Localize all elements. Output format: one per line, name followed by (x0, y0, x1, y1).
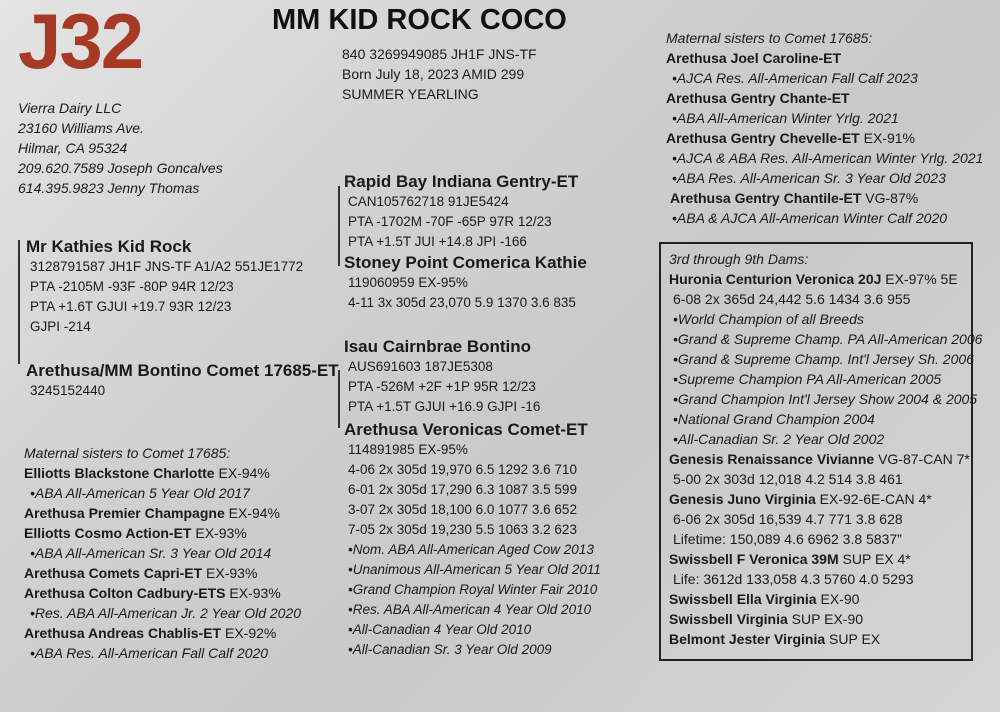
sister-entry (24, 583, 301, 603)
dam-entry-award: •National Grand Champion 2004 (673, 411, 875, 427)
sire-sire-line: PTA +1.5T JUI +14.8 JPI -166 (348, 234, 527, 249)
dam-sire-line: AUS691603 187JE5308 (348, 359, 493, 374)
sister-entry (24, 523, 301, 543)
dam-entry (669, 549, 982, 569)
sisters-header: Maternal sisters to Comet 17685: (24, 445, 231, 461)
breeder-city: Hilmar, CA 95324 (18, 140, 128, 156)
breeder-farm: Vierra Dairy LLC (18, 100, 122, 116)
sister-name: Elliotts Cosmo Action-ET (24, 525, 192, 541)
dam-sire-name: Isau Cairnbrae Bontino (344, 337, 532, 356)
sire-dam-block (344, 253, 587, 313)
maternal-sisters-left (24, 443, 301, 663)
dam-dam-name: Arethusa Veronicas Comet-ET (344, 420, 588, 439)
dam-entry-award: •World Champion of all Breeds (673, 311, 864, 327)
sister-award: •ABA All-American 5 Year Old 2017 (30, 485, 250, 501)
sister-entry (24, 563, 301, 583)
sister-name: Arethusa Gentry Chevelle-ET (666, 130, 860, 146)
dam-entry-record: 6-08 2x 365d 24,442 5.6 1434 3.6 955 (673, 291, 911, 307)
lot-number: J32 (18, 0, 143, 85)
sister-score: EX-91% (859, 130, 915, 146)
sister-award: •AJCA Res. All-American Fall Calf 2023 (672, 70, 918, 86)
sister-name: Arethusa Joel Caroline-ET (666, 50, 842, 66)
sire-sire-line: PTA -1702M -70F -65P 97R 12/23 (348, 214, 552, 229)
dam-dam-line: 114891985 EX-95% (348, 442, 468, 457)
maternal-sisters-right (666, 28, 983, 228)
sire-dam-name: Stoney Point Comerica Kathie (344, 253, 587, 272)
sister-name: Arethusa Premier Champagne (24, 505, 225, 521)
dam-dam-award: •Nom. ABA All-American Aged Cow 2013 (348, 542, 594, 557)
sire-name: Mr Kathies Kid Rock (26, 237, 192, 256)
sister-score: VG-87% (861, 190, 919, 206)
sister-entry (24, 503, 301, 523)
sire-block (26, 237, 303, 337)
sister-score: EX-92% (221, 625, 277, 641)
dam-entry-award: •Grand & Supreme Champ. PA All-American 2006 (673, 331, 983, 347)
sister-entry (666, 88, 983, 108)
sister-name: Arethusa Colton Cadbury-ETS (24, 585, 226, 601)
dams-box-header: 3rd through 9th Dams: (669, 251, 809, 267)
dam-dam-block (344, 420, 601, 660)
sister-award: •AJCA & ABA Res. All-American Winter Yrlg. 2021 (672, 150, 984, 166)
dam-entry-name: Genesis Renaissance Vivianne (669, 451, 875, 467)
dam-entry-score: EX-92-6E-CAN 4* (815, 491, 932, 507)
dam-entry-name: Genesis Juno Virginia (669, 491, 816, 507)
sire-dam-line: 4-11 3x 305d 23,070 5.9 1370 3.6 835 (348, 295, 576, 310)
sister-entry (666, 48, 983, 68)
registration-line: 840 3269949085 JH1F JNS-TF (342, 46, 537, 62)
dam-entry-score: SUP EX 4* (838, 551, 911, 567)
dam-dam-record: 7-05 2x 305d 19,230 5.5 1063 3.2 623 (348, 522, 577, 537)
sister-award: •ABA Res. All-American Fall Calf 2020 (30, 645, 269, 661)
dam-dam-award: •Unanimous All-American 5 Year Old 2011 (348, 562, 601, 577)
animal-registration (342, 44, 537, 104)
sister-name: Arethusa Gentry Chantile-ET (670, 190, 862, 206)
birth-line: Born July 18, 2023 AMID 299 (342, 66, 525, 82)
dam-entry-name: Swissbell F Veronica 39M (669, 551, 839, 567)
dam-entry (669, 489, 982, 509)
dam-dam-award: •Grand Champion Royal Winter Fair 2010 (348, 582, 598, 597)
sister-name: Arethusa Gentry Chante-ET (666, 90, 850, 106)
dam-entry-award: •All-Canadian Sr. 2 Year Old 2002 (673, 431, 885, 447)
sister-entry (24, 463, 301, 483)
dam-dam-record: 6-01 2x 305d 17,290 6.3 1087 3.5 599 (348, 482, 577, 497)
dam-entry-score: EX-97% 5E (881, 271, 958, 287)
sire-line: 3128791587 JH1F JNS-TF A1/A2 551JE1772 (30, 259, 304, 274)
breeder-contact (18, 98, 223, 198)
dam-sire-line: PTA -526M +2F +1P 95R 12/23 (348, 379, 536, 394)
sister-score: EX-94% (224, 505, 280, 521)
dams-box (669, 249, 982, 649)
dam-entry-name: Swissbell Ella Virginia (669, 591, 817, 607)
sire-sire-block (344, 172, 578, 252)
dam-entry-award: •Supreme Champion PA All-American 2005 (673, 371, 942, 387)
sisters-header: Maternal sisters to Comet 17685: (666, 30, 873, 46)
animal-name: MM KID ROCK COCO (272, 4, 567, 36)
dam-entry-lifetime: Life: 3612d 133,058 4.3 5760 4.0 5293 (673, 571, 914, 587)
sister-entry (666, 128, 983, 148)
sister-name: Arethusa Comets Capri-ET (24, 565, 203, 581)
breeder-phone-1: 209.620.7589 Joseph Goncalves (18, 160, 223, 176)
sire-line: PTA -2105M -93F -80P 94R 12/23 (30, 279, 234, 294)
sister-score: EX-93% (191, 525, 247, 541)
dam-entry-score: EX-90 (816, 591, 860, 607)
dam-line: 3245152440 (30, 383, 106, 398)
dam-entry-award: •Grand & Supreme Champ. Int'l Jersey Sh. 2006 (673, 351, 974, 367)
sister-entry (666, 188, 983, 208)
sister-award: •Res. ABA All-American Jr. 2 Year Old 2020 (30, 605, 302, 621)
sister-award: •ABA All-American Sr. 3 Year Old 2014 (30, 545, 272, 561)
dam-entry (669, 269, 982, 289)
dam-dam-award: •All-Canadian Sr. 3 Year Old 2009 (348, 642, 552, 657)
breeder-address: 23160 Williams Ave. (18, 120, 144, 136)
dam-entry (669, 449, 982, 469)
dam-entry-score: VG-87-CAN 7* (874, 451, 970, 467)
breeder-phone-2: 614.395.9823 Jenny Thomas (18, 180, 200, 196)
class-line: SUMMER YEARLING (342, 86, 479, 102)
sister-award: •ABA & AJCA All-American Winter Calf 2020 (672, 210, 948, 226)
sister-name: Arethusa Andreas Chablis-ET (24, 625, 222, 641)
sister-entry (24, 623, 301, 643)
dam-entry-name: Huronia Centurion Veronica 20J (669, 271, 882, 287)
sister-score: EX-94% (214, 465, 270, 481)
sire-line: PTA +1.6T GJUI +19.7 93R 12/23 (30, 299, 232, 314)
pedigree-bracket-sire-sire (338, 186, 340, 266)
dam-entry-record: 6-06 2x 305d 16,539 4.7 771 3.8 628 (673, 511, 903, 527)
dam-sire-line: PTA +1.5T GJUI +16.9 GJPI -16 (348, 399, 541, 414)
dam-entry (669, 609, 982, 629)
sister-score: EX-93% (202, 565, 258, 581)
dam-entry (669, 629, 982, 649)
dam-name: Arethusa/MM Bontino Comet 17685-ET (26, 361, 339, 380)
dam-entry-award: •Grand Champion Int'l Jersey Show 2004 & 2005 (673, 391, 978, 407)
dam-entry-record: 5-00 2x 303d 12,018 4.2 514 3.8 461 (673, 471, 903, 487)
dam-entry-name: Belmont Jester Virginia (669, 631, 826, 647)
sire-sire-name: Rapid Bay Indiana Gentry-ET (344, 172, 579, 191)
sister-award: •ABA All-American Winter Yrlg. 2021 (672, 110, 899, 126)
dam-dam-award: •All-Canadian 4 Year Old 2010 (348, 622, 532, 637)
sister-score: EX-93% (225, 585, 281, 601)
dam-entry-score: SUP EX (825, 631, 881, 647)
dam-entry-score: SUP EX-90 (787, 611, 864, 627)
dam-dam-record: 4-06 2x 305d 19,970 6.5 1292 3.6 710 (348, 462, 577, 477)
dam-block (26, 361, 339, 401)
pedigree-bracket-sire (18, 240, 20, 364)
dam-entry (669, 589, 982, 609)
sire-sire-line: CAN105762718 91JE5424 (348, 194, 509, 209)
dam-entry-lifetime: Lifetime: 150,089 4.6 6962 3.8 5837” (673, 531, 902, 547)
sire-line: GJPI -214 (30, 319, 91, 334)
dam-sire-block (344, 337, 540, 417)
sister-award: •ABA Res. All-American Sr. 3 Year Old 2023 (672, 170, 946, 186)
sire-dam-line: 119060959 EX-95% (348, 275, 468, 290)
dam-entry-name: Swissbell Virginia (669, 611, 788, 627)
dam-dam-record: 3-07 2x 305d 18,100 6.0 1077 3.6 652 (348, 502, 577, 517)
sister-name: Elliotts Blackstone Charlotte (24, 465, 215, 481)
dam-dam-award: •Res. ABA All-American 4 Year Old 2010 (348, 602, 592, 617)
